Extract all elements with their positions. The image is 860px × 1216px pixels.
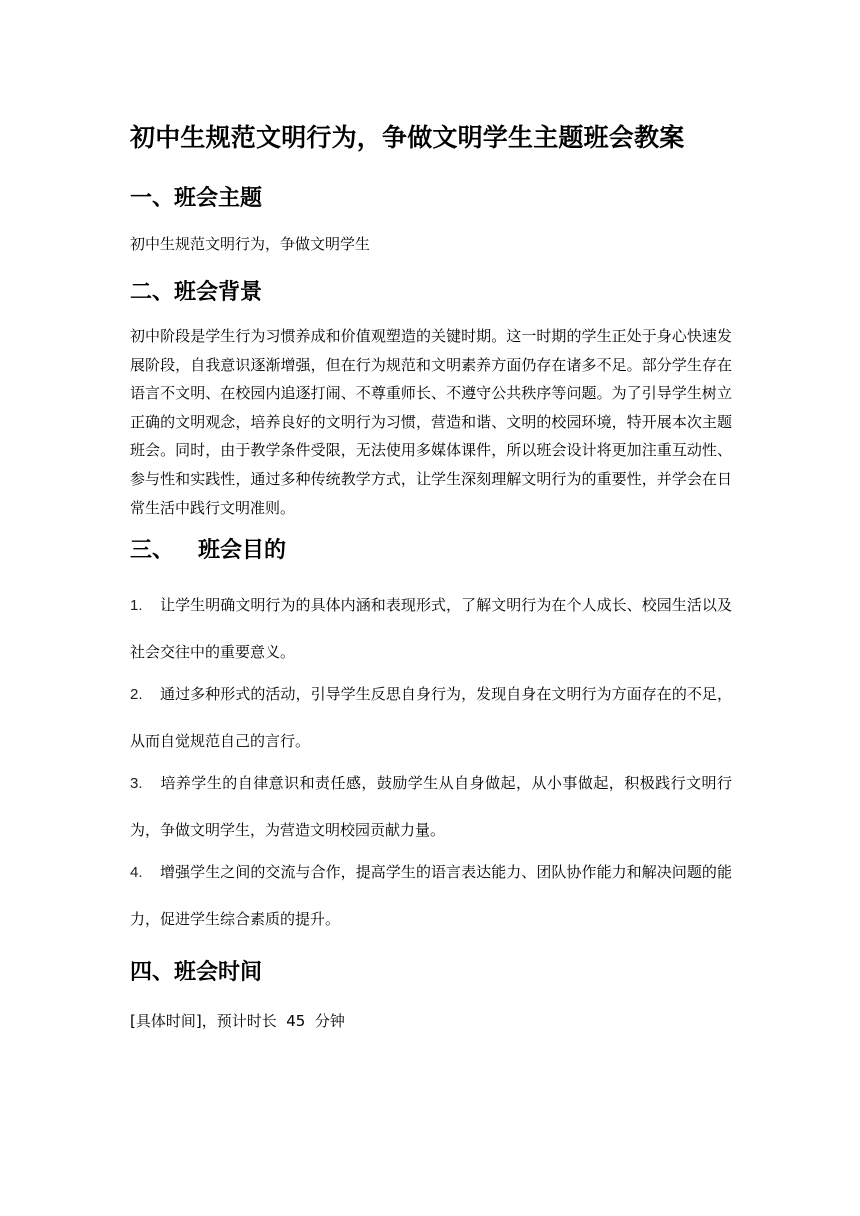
section-heading-purpose-number: 三、	[130, 538, 175, 563]
list-item	[130, 760, 732, 853]
list-item-text: 增强学生之间的交流与合作，提高学生的语言表达能力、团队协作能力和解决问题的能力，促进学生综合素质的提升。	[130, 863, 732, 928]
list-item	[130, 582, 732, 675]
list-item	[130, 849, 732, 942]
list-item-index: 2.	[130, 686, 143, 703]
list-item-text: 培养学生的自律意识和责任感，鼓励学生从自身做起，从小事做起，积极践行文明行为，争做文明学生，为营造文明校园贡献力量。	[130, 774, 732, 839]
section-body-background: 初中阶段是学生行为习惯养成和价值观塑造的关键时期。这一时期的学生正处于身心快速发展阶段，自我意识逐渐增强，但在行为规范和文明素养方面仍存在诸多不足。部分学生存在语言不文明、在校园内追逐打闹、不尊重师长、不遵守公共秩序等问题。为了引导学生树立正确的文明观念，培养良好的文明行为习惯，营造和谐、文明的校园环境，特开展本次主题班会。同时，由于教学条件受限，无法使用多媒体课件，所以班会设计将更加注重互动性、参与性和实践性，通过多种传统教学方式，让学生深刻理解文明行为的重要性，并学会在日常生活中践行文明准则。	[130, 327, 732, 517]
list-item-index: 4.	[130, 864, 143, 881]
list-item-text: 通过多种形式的活动，引导学生反思自身行为，发现自身在文明行为方面存在的不足，从而自觉规范自己的言行。	[130, 685, 732, 750]
list-item-index: 3.	[130, 775, 143, 792]
list-item	[130, 671, 732, 764]
section-body-time: [具体时间]，预计时长 45 分钟	[130, 1012, 345, 1030]
section-heading-purpose	[130, 536, 286, 566]
document-title: 初中生规范文明行为，争做文明学生主题班会教案	[130, 123, 685, 152]
list-item-text: 让学生明确文明行为的具体内涵和表现形式，了解文明行为在个人成长、校园生活以及社会交往中的重要意义。	[130, 596, 732, 661]
list-item-index: 1.	[130, 597, 143, 614]
section-heading-time: 四、班会时间	[130, 960, 263, 985]
section-heading-purpose-text: 班会目的	[198, 538, 287, 563]
section-heading-background: 二、班会背景	[130, 280, 263, 305]
section-body-theme: 初中生规范文明行为，争做文明学生	[130, 235, 371, 253]
section-heading-theme: 一、班会主题	[130, 186, 263, 211]
